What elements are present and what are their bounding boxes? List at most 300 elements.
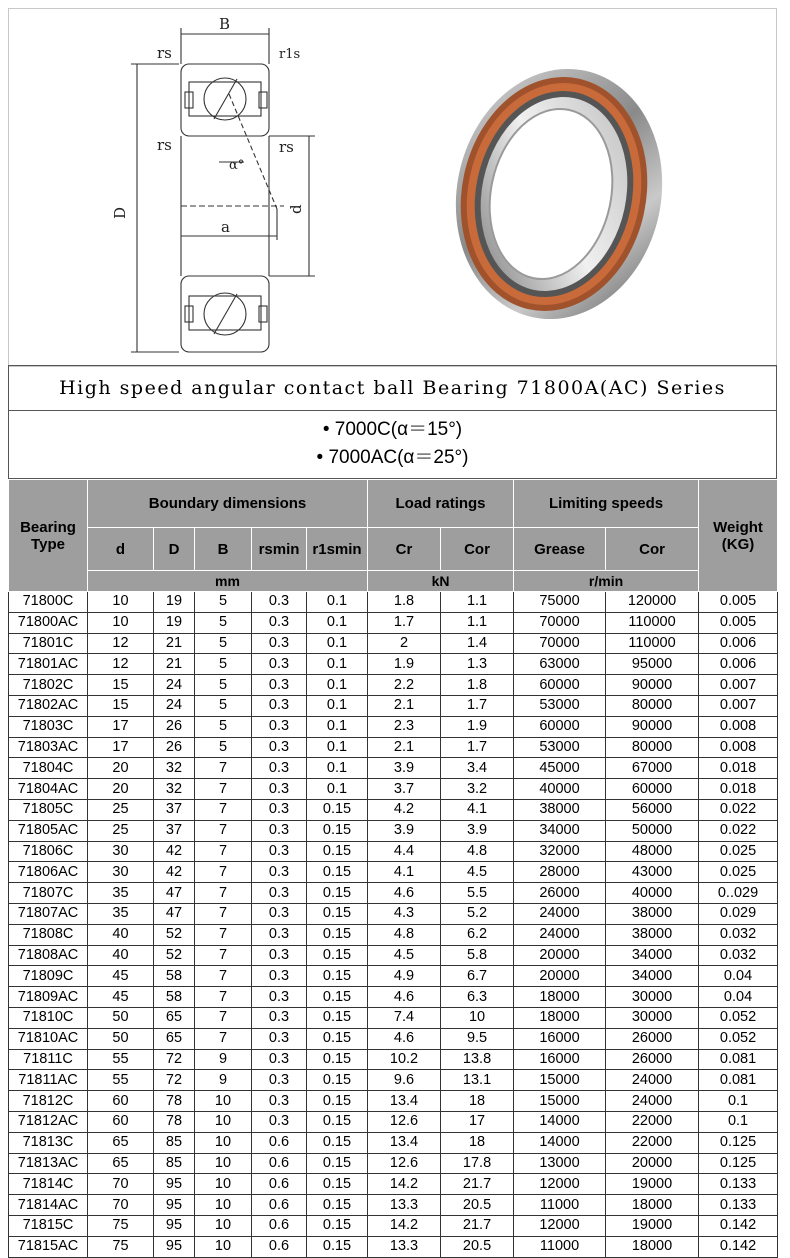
cell-load-cr: 4.8 bbox=[368, 924, 441, 945]
cell-rsmin: 0.3 bbox=[252, 945, 307, 966]
cell-speed-grease: 14000 bbox=[514, 1132, 606, 1153]
cell-load-cr: 4.4 bbox=[368, 841, 441, 862]
cell-bore-d: 70 bbox=[88, 1195, 154, 1216]
cell-load-cor: 4.5 bbox=[441, 862, 514, 883]
header-d: d bbox=[88, 528, 154, 571]
cell-outer-D: 32 bbox=[154, 758, 195, 779]
cell-bearing-type: 71804C bbox=[9, 758, 88, 779]
cell-r1smin: 0.15 bbox=[307, 1091, 368, 1112]
cell-r1smin: 0.15 bbox=[307, 924, 368, 945]
cell-bearing-type: 71806C bbox=[9, 841, 88, 862]
cell-rsmin: 0.3 bbox=[252, 1049, 307, 1070]
cell-bearing-type: 71801AC bbox=[9, 654, 88, 675]
cell-r1smin: 0.15 bbox=[307, 1195, 368, 1216]
cell-bore-d: 45 bbox=[88, 987, 154, 1008]
cell-width-B: 10 bbox=[195, 1195, 252, 1216]
cell-width-B: 5 bbox=[195, 592, 252, 613]
cell-outer-D: 95 bbox=[154, 1236, 195, 1257]
cell-speed-grease: 16000 bbox=[514, 1028, 606, 1049]
cell-bearing-type: 71809C bbox=[9, 966, 88, 987]
cell-load-cor: 4.8 bbox=[441, 841, 514, 862]
cell-bearing-type: 71802C bbox=[9, 675, 88, 696]
cell-bore-d: 10 bbox=[88, 592, 154, 613]
cell-load-cor: 6.3 bbox=[441, 987, 514, 1008]
cell-bore-d: 30 bbox=[88, 862, 154, 883]
cell-r1smin: 0.15 bbox=[307, 987, 368, 1008]
cell-speed-oil: 19000 bbox=[606, 1215, 699, 1236]
cell-bearing-type: 71808C bbox=[9, 924, 88, 945]
table-row bbox=[9, 924, 778, 945]
cell-outer-D: 42 bbox=[154, 841, 195, 862]
cell-outer-D: 47 bbox=[154, 903, 195, 924]
cell-speed-grease: 60000 bbox=[514, 675, 606, 696]
cell-load-cor: 21.7 bbox=[441, 1215, 514, 1236]
cell-speed-oil: 20000 bbox=[606, 1153, 699, 1174]
cell-bore-d: 17 bbox=[88, 737, 154, 758]
cell-speed-oil: 95000 bbox=[606, 654, 699, 675]
page bbox=[8, 8, 777, 1255]
cell-rsmin: 0.3 bbox=[252, 883, 307, 904]
cell-width-B: 7 bbox=[195, 820, 252, 841]
table-row bbox=[9, 1091, 778, 1112]
contact-angle-list bbox=[8, 410, 777, 479]
table-row bbox=[9, 1070, 778, 1091]
cell-bearing-type: 71805AC bbox=[9, 820, 88, 841]
cell-speed-oil: 80000 bbox=[606, 695, 699, 716]
table-row bbox=[9, 903, 778, 924]
cell-bearing-type: 71814AC bbox=[9, 1195, 88, 1216]
cell-bearing-type: 71811AC bbox=[9, 1070, 88, 1091]
cell-bore-d: 25 bbox=[88, 799, 154, 820]
cell-r1smin: 0.15 bbox=[307, 1070, 368, 1091]
table-row bbox=[9, 633, 778, 654]
header-cr: Cr bbox=[368, 528, 441, 571]
cell-bore-d: 35 bbox=[88, 883, 154, 904]
cell-weight: 0.006 bbox=[699, 654, 778, 675]
cell-weight: 0.052 bbox=[699, 1028, 778, 1049]
cell-r1smin: 0.15 bbox=[307, 1028, 368, 1049]
cell-load-cor: 1.4 bbox=[441, 633, 514, 654]
cell-bore-d: 60 bbox=[88, 1091, 154, 1112]
cell-speed-grease: 45000 bbox=[514, 758, 606, 779]
cell-r1smin: 0.15 bbox=[307, 883, 368, 904]
cell-bearing-type: 71810C bbox=[9, 1007, 88, 1028]
cell-load-cr: 10.2 bbox=[368, 1049, 441, 1070]
cell-weight: 0.022 bbox=[699, 820, 778, 841]
table-row bbox=[9, 799, 778, 820]
cell-weight: 0..029 bbox=[699, 883, 778, 904]
cell-load-cor: 1.1 bbox=[441, 592, 514, 613]
cell-weight: 0.025 bbox=[699, 841, 778, 862]
table-row bbox=[9, 883, 778, 904]
cell-r1smin: 0.1 bbox=[307, 779, 368, 800]
cell-speed-grease: 26000 bbox=[514, 883, 606, 904]
cell-outer-D: 65 bbox=[154, 1028, 195, 1049]
cell-load-cr: 4.6 bbox=[368, 1028, 441, 1049]
cell-bearing-type: 71809AC bbox=[9, 987, 88, 1008]
cell-rsmin: 0.3 bbox=[252, 841, 307, 862]
cell-speed-grease: 11000 bbox=[514, 1236, 606, 1257]
cell-width-B: 7 bbox=[195, 1028, 252, 1049]
table-row bbox=[9, 841, 778, 862]
cell-bearing-type: 71811C bbox=[9, 1049, 88, 1070]
cell-r1smin: 0.15 bbox=[307, 820, 368, 841]
cell-outer-D: 26 bbox=[154, 737, 195, 758]
cell-speed-oil: 48000 bbox=[606, 841, 699, 862]
header-limiting-speeds: Limiting speeds bbox=[514, 480, 699, 528]
cell-speed-grease: 18000 bbox=[514, 987, 606, 1008]
cell-rsmin: 0.3 bbox=[252, 633, 307, 654]
cell-width-B: 9 bbox=[195, 1049, 252, 1070]
cell-bearing-type: 71806AC bbox=[9, 862, 88, 883]
cell-width-B: 7 bbox=[195, 758, 252, 779]
cell-rsmin: 0.3 bbox=[252, 966, 307, 987]
cell-bearing-type: 71807C bbox=[9, 883, 88, 904]
cell-outer-D: 95 bbox=[154, 1195, 195, 1216]
cell-load-cr: 3.9 bbox=[368, 758, 441, 779]
cell-r1smin: 0.15 bbox=[307, 945, 368, 966]
dim-label-a: a bbox=[221, 218, 230, 236]
table-row bbox=[9, 1236, 778, 1257]
cell-bearing-type: 71800C bbox=[9, 592, 88, 613]
cell-rsmin: 0.3 bbox=[252, 924, 307, 945]
cell-load-cr: 13.3 bbox=[368, 1236, 441, 1257]
cell-load-cr: 1.7 bbox=[368, 612, 441, 633]
series-title: High speed angular contact ball Bearing 71800A(AC) Series bbox=[8, 365, 777, 411]
table-row bbox=[9, 820, 778, 841]
cell-bore-d: 35 bbox=[88, 903, 154, 924]
cell-outer-D: 85 bbox=[154, 1132, 195, 1153]
cell-bearing-type: 71800AC bbox=[9, 612, 88, 633]
cell-r1smin: 0.1 bbox=[307, 592, 368, 613]
cell-bore-d: 20 bbox=[88, 758, 154, 779]
cell-bore-d: 30 bbox=[88, 841, 154, 862]
cell-weight: 0.018 bbox=[699, 779, 778, 800]
cell-speed-oil: 67000 bbox=[606, 758, 699, 779]
cell-width-B: 7 bbox=[195, 1007, 252, 1028]
cell-outer-D: 47 bbox=[154, 883, 195, 904]
cell-load-cr: 12.6 bbox=[368, 1111, 441, 1132]
cell-load-cr: 2 bbox=[368, 633, 441, 654]
cell-load-cor: 1.7 bbox=[441, 695, 514, 716]
cell-r1smin: 0.15 bbox=[307, 1153, 368, 1174]
cell-speed-grease: 40000 bbox=[514, 779, 606, 800]
cell-rsmin: 0.3 bbox=[252, 592, 307, 613]
cell-outer-D: 78 bbox=[154, 1111, 195, 1132]
cell-load-cor: 1.7 bbox=[441, 737, 514, 758]
cell-rsmin: 0.3 bbox=[252, 612, 307, 633]
cell-rsmin: 0.6 bbox=[252, 1174, 307, 1195]
cell-rsmin: 0.6 bbox=[252, 1153, 307, 1174]
cell-outer-D: 26 bbox=[154, 716, 195, 737]
cell-load-cr: 4.2 bbox=[368, 799, 441, 820]
cell-width-B: 7 bbox=[195, 883, 252, 904]
table-row bbox=[9, 987, 778, 1008]
cell-speed-oil: 30000 bbox=[606, 987, 699, 1008]
cell-speed-grease: 18000 bbox=[514, 1007, 606, 1028]
cell-speed-oil: 38000 bbox=[606, 924, 699, 945]
cell-speed-grease: 70000 bbox=[514, 633, 606, 654]
cell-speed-oil: 110000 bbox=[606, 633, 699, 654]
spec-table-body bbox=[9, 592, 778, 1258]
cell-width-B: 7 bbox=[195, 841, 252, 862]
cell-weight: 0.052 bbox=[699, 1007, 778, 1028]
bearing-photo bbox=[439, 49, 679, 339]
cell-outer-D: 52 bbox=[154, 945, 195, 966]
cell-outer-D: 85 bbox=[154, 1153, 195, 1174]
cell-r1smin: 0.15 bbox=[307, 1236, 368, 1257]
cell-rsmin: 0.3 bbox=[252, 716, 307, 737]
dim-label-rs-right: rs bbox=[279, 138, 294, 156]
cell-outer-D: 52 bbox=[154, 924, 195, 945]
cell-outer-D: 19 bbox=[154, 592, 195, 613]
header-unit-mm: mm bbox=[88, 571, 368, 592]
cell-bearing-type: 71814C bbox=[9, 1174, 88, 1195]
cell-rsmin: 0.3 bbox=[252, 1111, 307, 1132]
cell-rsmin: 0.3 bbox=[252, 654, 307, 675]
cell-weight: 0.029 bbox=[699, 903, 778, 924]
cell-speed-grease: 28000 bbox=[514, 862, 606, 883]
cell-width-B: 5 bbox=[195, 675, 252, 696]
cell-outer-D: 95 bbox=[154, 1174, 195, 1195]
cell-width-B: 7 bbox=[195, 779, 252, 800]
cell-speed-grease: 63000 bbox=[514, 654, 606, 675]
cell-speed-oil: 80000 bbox=[606, 737, 699, 758]
cell-weight: 0.081 bbox=[699, 1049, 778, 1070]
cell-rsmin: 0.3 bbox=[252, 1091, 307, 1112]
cell-width-B: 7 bbox=[195, 987, 252, 1008]
cell-load-cr: 4.6 bbox=[368, 987, 441, 1008]
cell-bore-d: 17 bbox=[88, 716, 154, 737]
cell-load-cr: 4.1 bbox=[368, 862, 441, 883]
cell-rsmin: 0.3 bbox=[252, 862, 307, 883]
cell-load-cr: 1.8 bbox=[368, 592, 441, 613]
header-cor: Cor bbox=[441, 528, 514, 571]
cell-load-cor: 17 bbox=[441, 1111, 514, 1132]
cell-weight: 0.081 bbox=[699, 1070, 778, 1091]
cell-weight: 0.1 bbox=[699, 1111, 778, 1132]
cell-bearing-type: 71810AC bbox=[9, 1028, 88, 1049]
bearing-spec-table bbox=[8, 479, 778, 1258]
table-row bbox=[9, 1028, 778, 1049]
contact-angle-c: • 7000C(α＝15°) bbox=[322, 419, 463, 440]
cell-outer-D: 19 bbox=[154, 612, 195, 633]
cell-load-cr: 14.2 bbox=[368, 1215, 441, 1236]
cell-load-cr: 12.6 bbox=[368, 1153, 441, 1174]
cell-r1smin: 0.1 bbox=[307, 654, 368, 675]
cell-speed-grease: 53000 bbox=[514, 737, 606, 758]
cell-load-cor: 1.3 bbox=[441, 654, 514, 675]
cell-width-B: 5 bbox=[195, 716, 252, 737]
cell-r1smin: 0.15 bbox=[307, 1215, 368, 1236]
cell-bore-d: 15 bbox=[88, 695, 154, 716]
cell-r1smin: 0.1 bbox=[307, 737, 368, 758]
cell-r1smin: 0.1 bbox=[307, 612, 368, 633]
cell-speed-grease: 14000 bbox=[514, 1111, 606, 1132]
cell-bearing-type: 71807AC bbox=[9, 903, 88, 924]
cell-bore-d: 60 bbox=[88, 1111, 154, 1132]
cell-speed-grease: 15000 bbox=[514, 1070, 606, 1091]
cell-r1smin: 0.1 bbox=[307, 675, 368, 696]
cell-rsmin: 0.6 bbox=[252, 1236, 307, 1257]
cell-weight: 0.04 bbox=[699, 987, 778, 1008]
cell-r1smin: 0.1 bbox=[307, 633, 368, 654]
cell-outer-D: 72 bbox=[154, 1070, 195, 1091]
contact-angle-ac: • 7000AC(α＝25°) bbox=[316, 447, 469, 468]
cell-speed-grease: 12000 bbox=[514, 1215, 606, 1236]
cell-weight: 0.008 bbox=[699, 737, 778, 758]
cell-rsmin: 0.3 bbox=[252, 1070, 307, 1091]
cell-bore-d: 65 bbox=[88, 1132, 154, 1153]
cell-load-cr: 14.2 bbox=[368, 1174, 441, 1195]
cell-load-cor: 6.7 bbox=[441, 966, 514, 987]
cell-load-cor: 20.5 bbox=[441, 1236, 514, 1257]
cell-weight: 0.04 bbox=[699, 966, 778, 987]
cell-rsmin: 0.6 bbox=[252, 1215, 307, 1236]
cell-speed-grease: 24000 bbox=[514, 903, 606, 924]
dim-label-d: d bbox=[287, 204, 305, 214]
cell-speed-oil: 26000 bbox=[606, 1028, 699, 1049]
cell-speed-oil: 43000 bbox=[606, 862, 699, 883]
cell-bore-d: 50 bbox=[88, 1028, 154, 1049]
cell-bearing-type: 71803C bbox=[9, 716, 88, 737]
header-B: B bbox=[195, 528, 252, 571]
cell-speed-oil: 26000 bbox=[606, 1049, 699, 1070]
cell-load-cr: 4.9 bbox=[368, 966, 441, 987]
cell-bore-d: 55 bbox=[88, 1070, 154, 1091]
cell-bearing-type: 71802AC bbox=[9, 695, 88, 716]
cell-speed-oil: 50000 bbox=[606, 820, 699, 841]
table-row bbox=[9, 612, 778, 633]
cell-rsmin: 0.3 bbox=[252, 675, 307, 696]
table-row bbox=[9, 1049, 778, 1070]
cell-bore-d: 70 bbox=[88, 1174, 154, 1195]
dim-label-r1s: r1s bbox=[279, 47, 301, 62]
cell-width-B: 7 bbox=[195, 903, 252, 924]
cell-weight: 0.142 bbox=[699, 1215, 778, 1236]
cell-rsmin: 0.3 bbox=[252, 758, 307, 779]
dim-label-B: B bbox=[219, 15, 231, 33]
cell-weight: 0.006 bbox=[699, 633, 778, 654]
cell-rsmin: 0.3 bbox=[252, 1028, 307, 1049]
table-row bbox=[9, 1174, 778, 1195]
cell-rsmin: 0.3 bbox=[252, 820, 307, 841]
cell-load-cor: 10 bbox=[441, 1007, 514, 1028]
cell-speed-grease: 38000 bbox=[514, 799, 606, 820]
bearing-cross-section-diagram bbox=[109, 14, 339, 359]
cell-width-B: 10 bbox=[195, 1236, 252, 1257]
cell-rsmin: 0.3 bbox=[252, 903, 307, 924]
cell-speed-oil: 120000 bbox=[606, 592, 699, 613]
cell-bearing-type: 71813AC bbox=[9, 1153, 88, 1174]
cell-load-cr: 3.9 bbox=[368, 820, 441, 841]
cell-r1smin: 0.1 bbox=[307, 716, 368, 737]
cell-r1smin: 0.15 bbox=[307, 966, 368, 987]
cell-width-B: 10 bbox=[195, 1091, 252, 1112]
cell-weight: 0.025 bbox=[699, 862, 778, 883]
cell-bore-d: 40 bbox=[88, 924, 154, 945]
cell-rsmin: 0.3 bbox=[252, 695, 307, 716]
cell-speed-grease: 16000 bbox=[514, 1049, 606, 1070]
cell-rsmin: 0.6 bbox=[252, 1195, 307, 1216]
cell-bore-d: 75 bbox=[88, 1215, 154, 1236]
cell-width-B: 7 bbox=[195, 799, 252, 820]
table-row bbox=[9, 1153, 778, 1174]
cell-load-cr: 2.1 bbox=[368, 695, 441, 716]
cell-bearing-type: 71808AC bbox=[9, 945, 88, 966]
cell-bore-d: 20 bbox=[88, 779, 154, 800]
cell-bore-d: 15 bbox=[88, 675, 154, 696]
cell-r1smin: 0.15 bbox=[307, 862, 368, 883]
table-row bbox=[9, 675, 778, 696]
table-row bbox=[9, 654, 778, 675]
header-rsmin: rsmin bbox=[252, 528, 307, 571]
cell-load-cr: 13.4 bbox=[368, 1132, 441, 1153]
cell-bore-d: 10 bbox=[88, 612, 154, 633]
cell-weight: 0.1 bbox=[699, 1091, 778, 1112]
cell-weight: 0.008 bbox=[699, 716, 778, 737]
cell-load-cr: 13.4 bbox=[368, 1091, 441, 1112]
cell-width-B: 5 bbox=[195, 612, 252, 633]
cell-load-cor: 18 bbox=[441, 1132, 514, 1153]
cell-bore-d: 45 bbox=[88, 966, 154, 987]
cell-width-B: 7 bbox=[195, 966, 252, 987]
cell-load-cr: 9.6 bbox=[368, 1070, 441, 1091]
cell-speed-oil: 110000 bbox=[606, 612, 699, 633]
cell-load-cr: 13.3 bbox=[368, 1195, 441, 1216]
table-row bbox=[9, 1007, 778, 1028]
cell-speed-oil: 56000 bbox=[606, 799, 699, 820]
cell-load-cor: 1.9 bbox=[441, 716, 514, 737]
cell-load-cor: 13.1 bbox=[441, 1070, 514, 1091]
cell-speed-oil: 30000 bbox=[606, 1007, 699, 1028]
cell-r1smin: 0.15 bbox=[307, 1132, 368, 1153]
header-r1smin: r1smin bbox=[307, 528, 368, 571]
cell-weight: 0.022 bbox=[699, 799, 778, 820]
cell-load-cor: 21.7 bbox=[441, 1174, 514, 1195]
header-D-outer: D bbox=[154, 528, 195, 571]
cell-outer-D: 78 bbox=[154, 1091, 195, 1112]
cell-r1smin: 0.15 bbox=[307, 1111, 368, 1132]
cell-bore-d: 12 bbox=[88, 633, 154, 654]
cell-bore-d: 40 bbox=[88, 945, 154, 966]
cell-r1smin: 0.15 bbox=[307, 841, 368, 862]
cell-r1smin: 0.15 bbox=[307, 903, 368, 924]
cell-weight: 0.125 bbox=[699, 1132, 778, 1153]
cell-bearing-type: 71803AC bbox=[9, 737, 88, 758]
cell-load-cor: 3.2 bbox=[441, 779, 514, 800]
cell-outer-D: 65 bbox=[154, 1007, 195, 1028]
cell-r1smin: 0.1 bbox=[307, 758, 368, 779]
table-row bbox=[9, 695, 778, 716]
cell-outer-D: 21 bbox=[154, 654, 195, 675]
header-load-ratings: Load ratings bbox=[368, 480, 514, 528]
cell-load-cr: 4.3 bbox=[368, 903, 441, 924]
cell-speed-grease: 34000 bbox=[514, 820, 606, 841]
cell-speed-grease: 32000 bbox=[514, 841, 606, 862]
cell-speed-grease: 75000 bbox=[514, 592, 606, 613]
cell-outer-D: 72 bbox=[154, 1049, 195, 1070]
table-row bbox=[9, 737, 778, 758]
cell-bore-d: 50 bbox=[88, 1007, 154, 1028]
cell-load-cor: 5.8 bbox=[441, 945, 514, 966]
table-row bbox=[9, 945, 778, 966]
header-unit-rmin: r/min bbox=[514, 571, 699, 592]
cell-weight: 0.032 bbox=[699, 945, 778, 966]
cell-speed-oil: 60000 bbox=[606, 779, 699, 800]
cell-width-B: 5 bbox=[195, 654, 252, 675]
cell-speed-grease: 20000 bbox=[514, 945, 606, 966]
